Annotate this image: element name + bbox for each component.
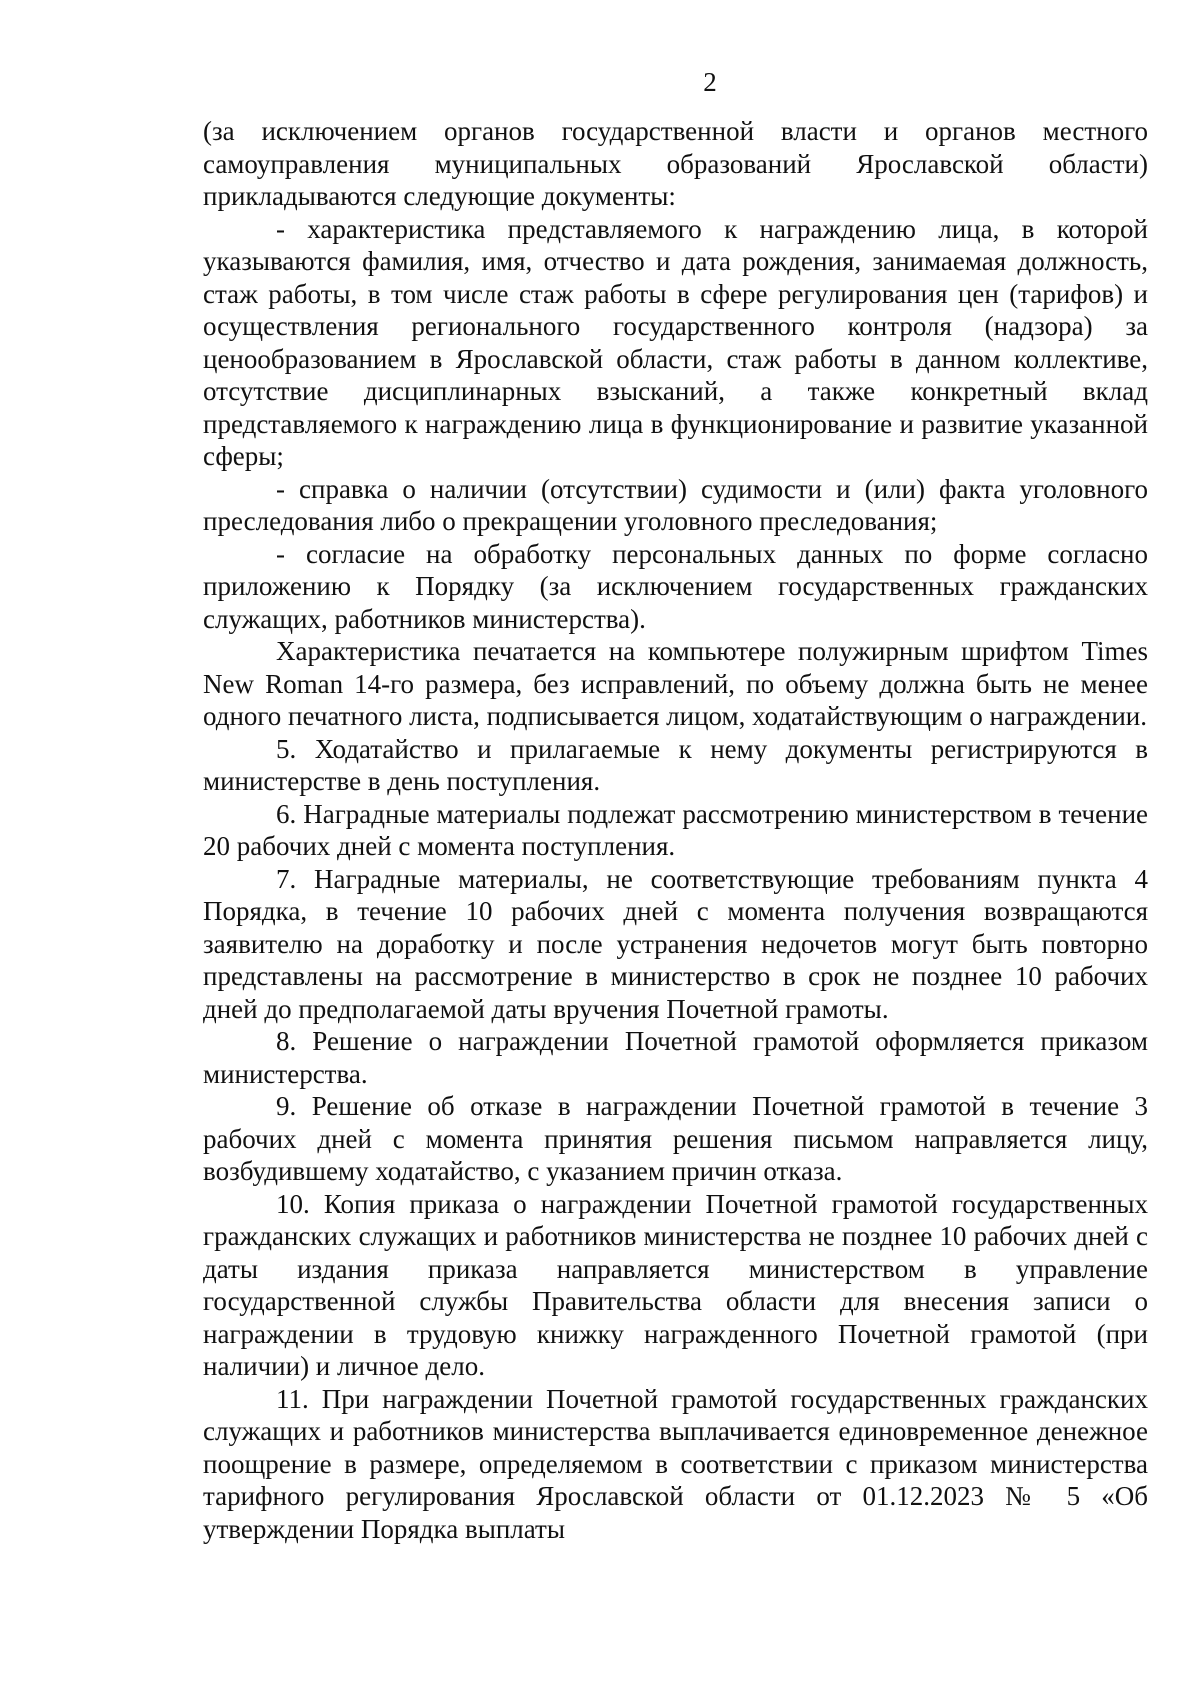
paragraph: 11. При награждении Почетной грамотой государственных гражданских служащих и работников министерства выплачивается единовременное денежное поощрение в размере, определяемом в соответствии с приказом министерства тарифного регулирования Ярославской области от 01.12.2023 № 5 «Об утверждении Порядка выплаты	[203, 1383, 1148, 1544]
paragraph: 7. Наградные материалы, не соответствующие требованиям пункта 4 Порядка, в течение 10 рабочих дней с момента получения возвращаются заявителю на доработку и после устранения недочетов могут быть повторно представлены на рассмотрение в министерство в срок не позднее 10 рабочих дней до предполагаемой даты вручения Почетной грамоты.	[203, 863, 1148, 1024]
paragraph: (за исключением органов государственной власти и органов местного самоуправления муниципальных образований Ярославской области) прикладываются следующие документы:	[203, 116, 1148, 211]
paragraph: 6. Наградные материалы подлежат рассмотрению министерством в течение 20 рабочих дней с момента поступления.	[203, 798, 1148, 861]
paragraph: 9. Решение об отказе в награждении Почетной грамотой в течение 3 рабочих дней с момента принятия решения письмом направляется лицу, возбудившему ходатайство, с указанием причин отказа.	[203, 1091, 1148, 1186]
paragraph: Характеристика печатается на компьютере полужирным шрифтом Times New Roman 14-го размера, без исправлений, по объему должна быть не менее одного печатного листа, подписывается лицом, ходатайствующим о награждении.	[203, 636, 1148, 731]
paragraph: - характеристика представляемого к награждению лица, в которой указываются фамилия, имя, отчество и дата рождения, занимаемая должность, стаж работы, в том числе стаж работы в сфере регулирования цен (тарифов) и осуществления регионального государственного контроля (надзора) за ценообразованием в Ярославской области, стаж работы в данном коллективе, отсутствие дисциплинарных взысканий, а также конкретный вклад представляемого к награждению лица в функционирование и развитие указанной сферы;	[203, 213, 1148, 471]
paragraph: - справка о наличии (отсутствии) судимости и (или) факта уголовного преследования либо о прекращении уголовного преследования;	[203, 473, 1148, 536]
document-body	[203, 115, 1148, 1545]
paragraph: 5. Ходатайство и прилагаемые к нему документы регистрируются в министерстве в день поступления.	[203, 733, 1148, 796]
page-number: 2	[703, 67, 717, 97]
paragraph: 8. Решение о награждении Почетной грамотой оформляется приказом министерства.	[203, 1026, 1148, 1089]
paragraph: - согласие на обработку персональных данных по форме согласно приложению к Порядку (за исключением государственных гражданских служащих, работников министерства).	[203, 538, 1148, 634]
paragraph: 10. Копия приказа о награждении Почетной грамотой государственных гражданских служащих и работников министерства не позднее 10 рабочих дней с даты издания приказа направляется министерством в управление государственной службы Правительства области для внесения записи о награждении в трудовую книжку награжденного Почетной грамотой (при наличии) и личное дело.	[203, 1188, 1148, 1381]
